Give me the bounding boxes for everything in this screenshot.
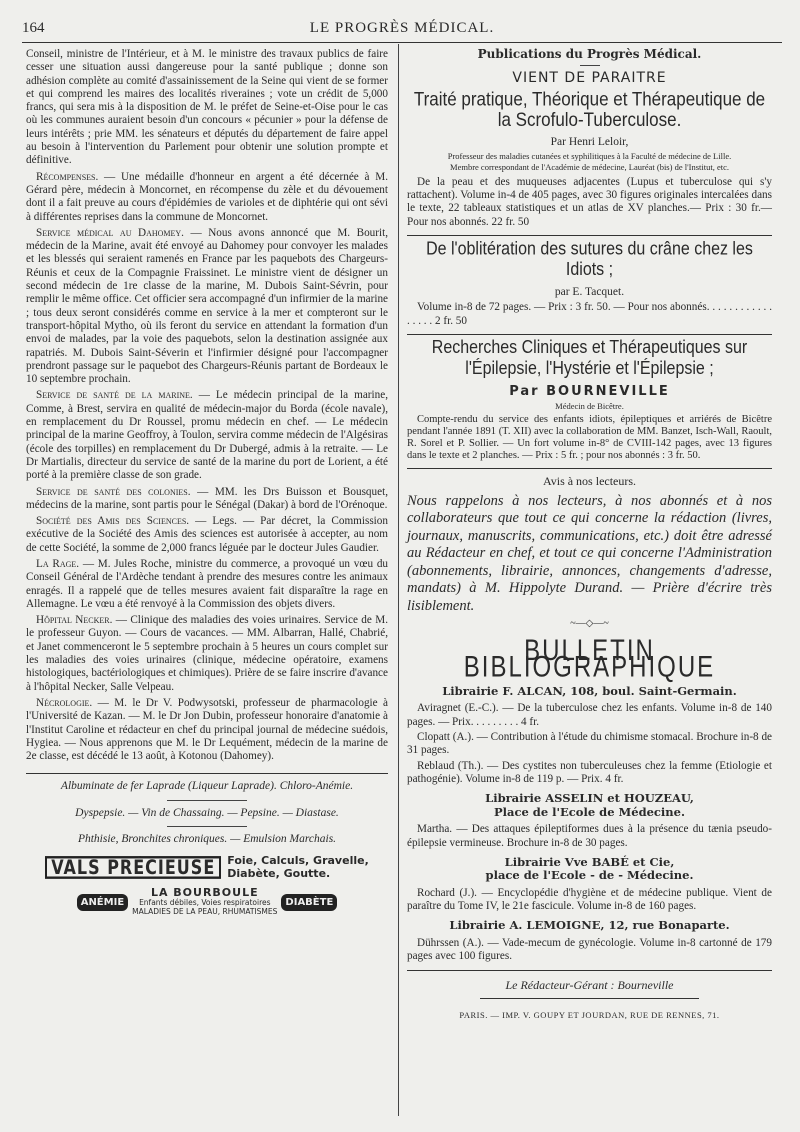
- left-column: [26, 48, 388, 916]
- bourboule-anemie: ANÉMIE: [77, 894, 128, 911]
- text-dahomey: — Nous avons annoncé que M. Bourit, médecin de la Marine, avait été envoyé au Dahomey pour convoyer les malades et les blessés qui seraient ramenés en France par les paquebots des Chargeurs-Réunis et ceux de la Compagnie Fraissinet. Le ministre vient de désigner un second médecin de 1re classe de la marine, M. Dubois Saint-Sévrin, pour remplir le même office. Cet officier sera accompagné d'un infirmier de la marine ; tous deux seront considérés comme en service à la mer et compteront sur le transport-hôpital Mytho, où ils feront du service en attendant la formation d'un envoi de malades, par la voie des paquebots, selon la destination assignée aux rapatriés. M. Dubois Saint-Séverin et l'infirmier désigné pour l'accompagner prendront passage sur le paquebot des Chargeurs-Réunis partant de Bordeaux le 10 septembre prochain.: [26, 226, 389, 386]
- entry-rochard: Rochard (J.). — Encyclopédie d'hygiène et de médecine publique. Vient de paraître du Tome IV, le 21e fascicule. Volume in-8 de 160 pages.: [407, 886, 772, 913]
- text-necrologie: — M. le Dr V. Podwysotski, professeur de pharmacologie à l'Université de Kazan. — M. le Dr Jon Dubin, professeur honoraire d'anatomie à l'Institut Caroline et rédacteur en chef du principal journal de médecine suédois, Hygiea. — Nous apprenons que M. le Dr Lequément, médecin de la marine de 2e classe, est décédé le 13 août, à Kotonou (Dahomey).: [26, 696, 388, 763]
- book-bourneville-title: Recherches Cliniques et Thérapeutiques sur l'Épilepsie, l'Hystérie et l'Épilepsie ;: [431, 338, 748, 379]
- page-number: 164: [22, 20, 45, 36]
- author-name: BOURNEVILLE: [546, 383, 670, 399]
- ad-chassaing: Dyspepsie. — Vin de Chassaing. — Pepsine. — Diastase.: [75, 806, 339, 819]
- book-leloir-credentials: Professeur des maladies cutanées et syphilitiques à la Faculté de médecine de Lille.: [447, 150, 732, 161]
- librairie-alcan: Librairie F. ALCAN, 108, boul. Saint-Germain.: [442, 683, 737, 698]
- avis-heading: Avis à nos lecteurs.: [542, 474, 637, 489]
- journal-title: LE PROGRÈS MÉDICAL.: [309, 20, 495, 36]
- vals-logo: VALS PRÉCIEUSE: [45, 856, 221, 879]
- advertisements: [26, 773, 388, 916]
- section-separator: [407, 468, 772, 469]
- text-necker: — Clinique des maladies des voies urinaires. Service de M. le professeur Guyon. — Cours de vacances. — MM. Albarran, Hallé, Chabrié, et Janet commenceront le 5 septembre prochain à 5 heures un cours complet sur les maladies des voies urinaires (clinique, médecine opératoire, examens histologiques, bactériologiques et chimiques). Prière de se faire inscrire d'avance à l'hôpital Necker, Salle Velpeau.: [26, 614, 388, 693]
- paragraph-necrologie: [26, 697, 388, 763]
- imprint-separator: [480, 998, 699, 999]
- ad-divider: [167, 826, 247, 827]
- footer-separator: [407, 970, 772, 971]
- paragraph-conseil: Conseil, ministre de l'Intérieur, et à M. le ministre des travaux publics de faire cesser une situation aussi dangereuse pour la santé publique ; donne son adhésion complète au comité d'assainissement de la Seine qui vient de se former et qui comprend les maires des localités riveraines ; vote un crédit de 5,000 francs, qui sera mis à la disposition de M. le préfet de Seine-et-Oise pour le cas où les communes auraient besoin d'un concours « pécunier » pour la défense de leurs intérêts ; prie MM. les sénateurs et députés du département de faire appel au besoin à l'intervention du Parlement pour obtenir une solution prompte et définitive.: [26, 48, 388, 167]
- book-separator: [407, 334, 772, 335]
- bourboule-line2: MALADIES DE LA PEAU, RHUMATISMES: [132, 907, 278, 917]
- librairie-asselin: [407, 792, 772, 819]
- book-leloir-description: De la peau et des muqueuses adjacentes (Lupus et tuberculose qui s'y rattachent). Volume in-4 de 405 pages, avec 30 figures originales intercalées dans le texte, 22 tableaux statistiques et un atlas de XV planches.— Prix : 30 fr.— Pour nos abonnés. 22 fr. 50: [407, 175, 772, 228]
- ad-vals: [26, 854, 388, 880]
- heading-dahomey: Service médical au Dahomey.: [36, 226, 184, 239]
- book-leloir-author: Par Henri Leloir,: [550, 135, 629, 148]
- heading-amis-sciences: Société des Amis des Sciences.: [36, 515, 190, 528]
- column-divider: [398, 44, 399, 1116]
- text-recompenses: — Une médaille d'honneur en argent a été décernée à M. Gérard père, médecin à Moncornet, en récompense du zèle et du dévouement dont il a fait preuve au cours d'épidémies de varioles et de diphtérie qui ont sévi à différentes reprises dans la commune de Moncornet.: [26, 170, 388, 223]
- heading-colonies: Service de santé des colonies.: [36, 485, 191, 498]
- author-prefix: Par: [509, 383, 540, 399]
- text-rage: — M. Jules Roche, ministre du commerce, a provoqué un vœu du Conseil Général de l'Ardèche tendant à prendre des mesures contre les animaux enragés. Il a rappelé que de telles mesures avaient fait disparaître la rage en Allemagne. Le vœu a été renvoyé à la Commission des objets divers.: [26, 557, 389, 610]
- text-amis-sciences: — Legs. — Par décret, la Commission exécutive de la Société des Amis des sciences est autorisée à accepter, au nom de cette Société, la somme de 2,000 francs léguée par le docteur Jules Gaudier.: [26, 515, 388, 554]
- book-tacquet-title: De l'oblitération des sutures du crâne chez les Idiots ;: [426, 239, 753, 280]
- heading-necker: Hôpital Necker.: [36, 614, 113, 627]
- book-tacquet-description: Volume in-8 de 72 pages. — Prix : 3 fr. 50. — Pour nos abonnés. . . . . . . . . . . . . . . . . 2 fr. 50: [407, 301, 772, 327]
- paragraph-dahomey: [26, 227, 388, 387]
- paragraph-rage: [26, 558, 388, 611]
- librairie-lemoigne: Librairie A. LEMOIGNE, 12, rue Bonaparte.: [449, 918, 730, 933]
- paragraph-recompenses: [26, 171, 388, 224]
- ad-divider: [167, 800, 247, 801]
- publications-heading: Publications du Progrès Médical.: [477, 47, 702, 61]
- entry-reblaud: Reblaud (Th.). — Des cystites non tuberculeuses chez la femme (Etiologie et pathogénie). Volume in-8 de 119 p. — Prix. 4 fr.: [407, 759, 772, 785]
- book-tacquet-author: par E. Tacquet.: [554, 286, 625, 299]
- printer-imprint: PARIS. — IMP. V. GOUPY ET JOURDAN, RUE DE RENNES, 71.: [459, 1009, 720, 1020]
- bourboule-name: LA BOURBOULE: [150, 886, 259, 900]
- paragraph-marine: [26, 389, 388, 482]
- ad-bourboule: [26, 888, 388, 916]
- right-column: [407, 48, 772, 1022]
- ornament-fleuron: ~—◇—~: [570, 618, 609, 630]
- redacteur-gerant: Le Rédacteur-Gérant : Bourneville: [505, 977, 674, 992]
- book-leloir-credentials-2: Membre correspondant de l'Académie de médecine, Lauréat (bis) de l'Institut, etc.: [450, 161, 729, 172]
- heading-rage: La Rage.: [36, 557, 80, 570]
- paragraph-colonies: [26, 486, 388, 513]
- page-header: [22, 20, 782, 43]
- text-marine: — Le médecin principal de la marine, Comme, à Brest, servira en qualité de médecin-major du Borda (école navale), en remplacement du Dr Roussel, promu médecin en chef. — Le médecin principal de la marine Geoffroy, à Toulon, servira comme médecin de l'Algésiras (école des torpilles) en remplacement du Dr Dubergé, admis à la retraite. — Le Dr Martialis, directeur du service de santé de la marine du port de Lorient, a été porté à la première classe de son grade.: [26, 389, 388, 482]
- librairie-babe-name: Librairie Vve BABÉ et Cie,: [504, 854, 675, 869]
- book-leloir-title: Traité pratique, Théorique et Thérapeutique de la Scrofulo-Tuberculose.: [413, 87, 766, 131]
- entry-aviragnet: Aviragnet (E.-C.). — De la tuberculose chez les enfants. Volume in-8 de 140 pages. — Prix. . . . . . . . . 4 fr.: [407, 702, 772, 728]
- book-separator: [407, 235, 772, 236]
- book-bourneville-author: [407, 385, 772, 398]
- vient-de-paraitre: VIENT DE PARAITRE: [512, 70, 667, 87]
- heading-marine: Service de santé de la marine.: [36, 389, 193, 402]
- entry-duhrssen: Dührssen (A.). — Vade-mecum de gynécologie. Volume in-8 cartonné de 179 pages avec 100 figures.: [407, 936, 772, 963]
- ad-laprade: Albuminate de fer Laprade (Liqueur Laprade). Chloro-Anémie.: [60, 780, 354, 793]
- bourboule-center: [132, 888, 277, 916]
- paragraph-amis-sciences: [26, 515, 388, 555]
- text-colonies: — MM. les Drs Buisson et Bousquet, médecins de la marine, sont partis pour le Sénégal (Dakar) à bord de l'Orénoque.: [26, 485, 388, 511]
- heading-recompenses: Récompenses.: [36, 170, 99, 183]
- bourboule-diabete: DIABÈTE: [281, 894, 337, 911]
- ad-marchais: Phthisie, Bronchites chroniques. — Emulsion Marchais.: [77, 833, 337, 846]
- vals-indications: [227, 854, 369, 880]
- librairie-asselin-name: Librairie ASSELIN et HOUZEAU,: [485, 791, 694, 806]
- ads-rule: [26, 773, 388, 774]
- bulletin-heading: BULLETIN BIBLIOGRAPHIQUE: [463, 634, 716, 685]
- librairie-babe: [407, 856, 772, 883]
- paragraph-necker: [26, 614, 388, 694]
- vals-line1: Foie, Calculs, Gravelle,: [227, 854, 369, 868]
- avis-text: Nous rappelons à nos lecteurs, à nos abonnés et à nos collaborateurs que tout ce qui concerne la rédaction (livres, journaux, manuscrits, communications, etc.) doit être adressé au Rédacteur en chef, et tout ce qui concerne l'Administration (abonnements, librairie, annonces, changements d'adresse, mandats) à M. Hippolyte Durand. — Prière d'écrire très lisiblement.: [407, 492, 772, 614]
- librairie-asselin-address: Place de l'Ecole de Médecine.: [494, 804, 685, 819]
- book-bourneville-credentials: Médecin de Bicêtre.: [555, 401, 624, 412]
- entry-martha: Martha. — Des attaques épileptiformes dues à la présence du tænia pseudo-épilepsie vermineuse. Brochure in-8 de 30 pages.: [407, 823, 772, 849]
- heading-necrologie: Nécrologie.: [36, 696, 93, 709]
- short-rule: [580, 65, 600, 66]
- vals-line2: Diabète, Goutte.: [227, 867, 331, 881]
- bourboule-line1: Enfants débiles, Voies respiratoires: [139, 898, 271, 908]
- book-bourneville-description: Compte-rendu du service des enfants idiots, épileptiques et arriérés de Bicêtre pendant l'année 1891 (T. XII) avec la collaboration de MM. Banzet, Isch-Wall, Raoult, R. Sorel et P. Sollier. — Un fort volume in-8° de CVIII-142 pages, avec 13 figures dans le texte et 2 planches. — Prix : 5 fr. ; pour nos abonnés : 3 fr. 50.: [407, 414, 772, 462]
- librairie-babe-address: place de l'Ecole - de - Médecine.: [485, 868, 694, 883]
- entry-clopatt: Clopatt (A.). — Contribution à l'étude du chimisme stomacal. Brochure in-8 de 31 pages.: [407, 731, 772, 757]
